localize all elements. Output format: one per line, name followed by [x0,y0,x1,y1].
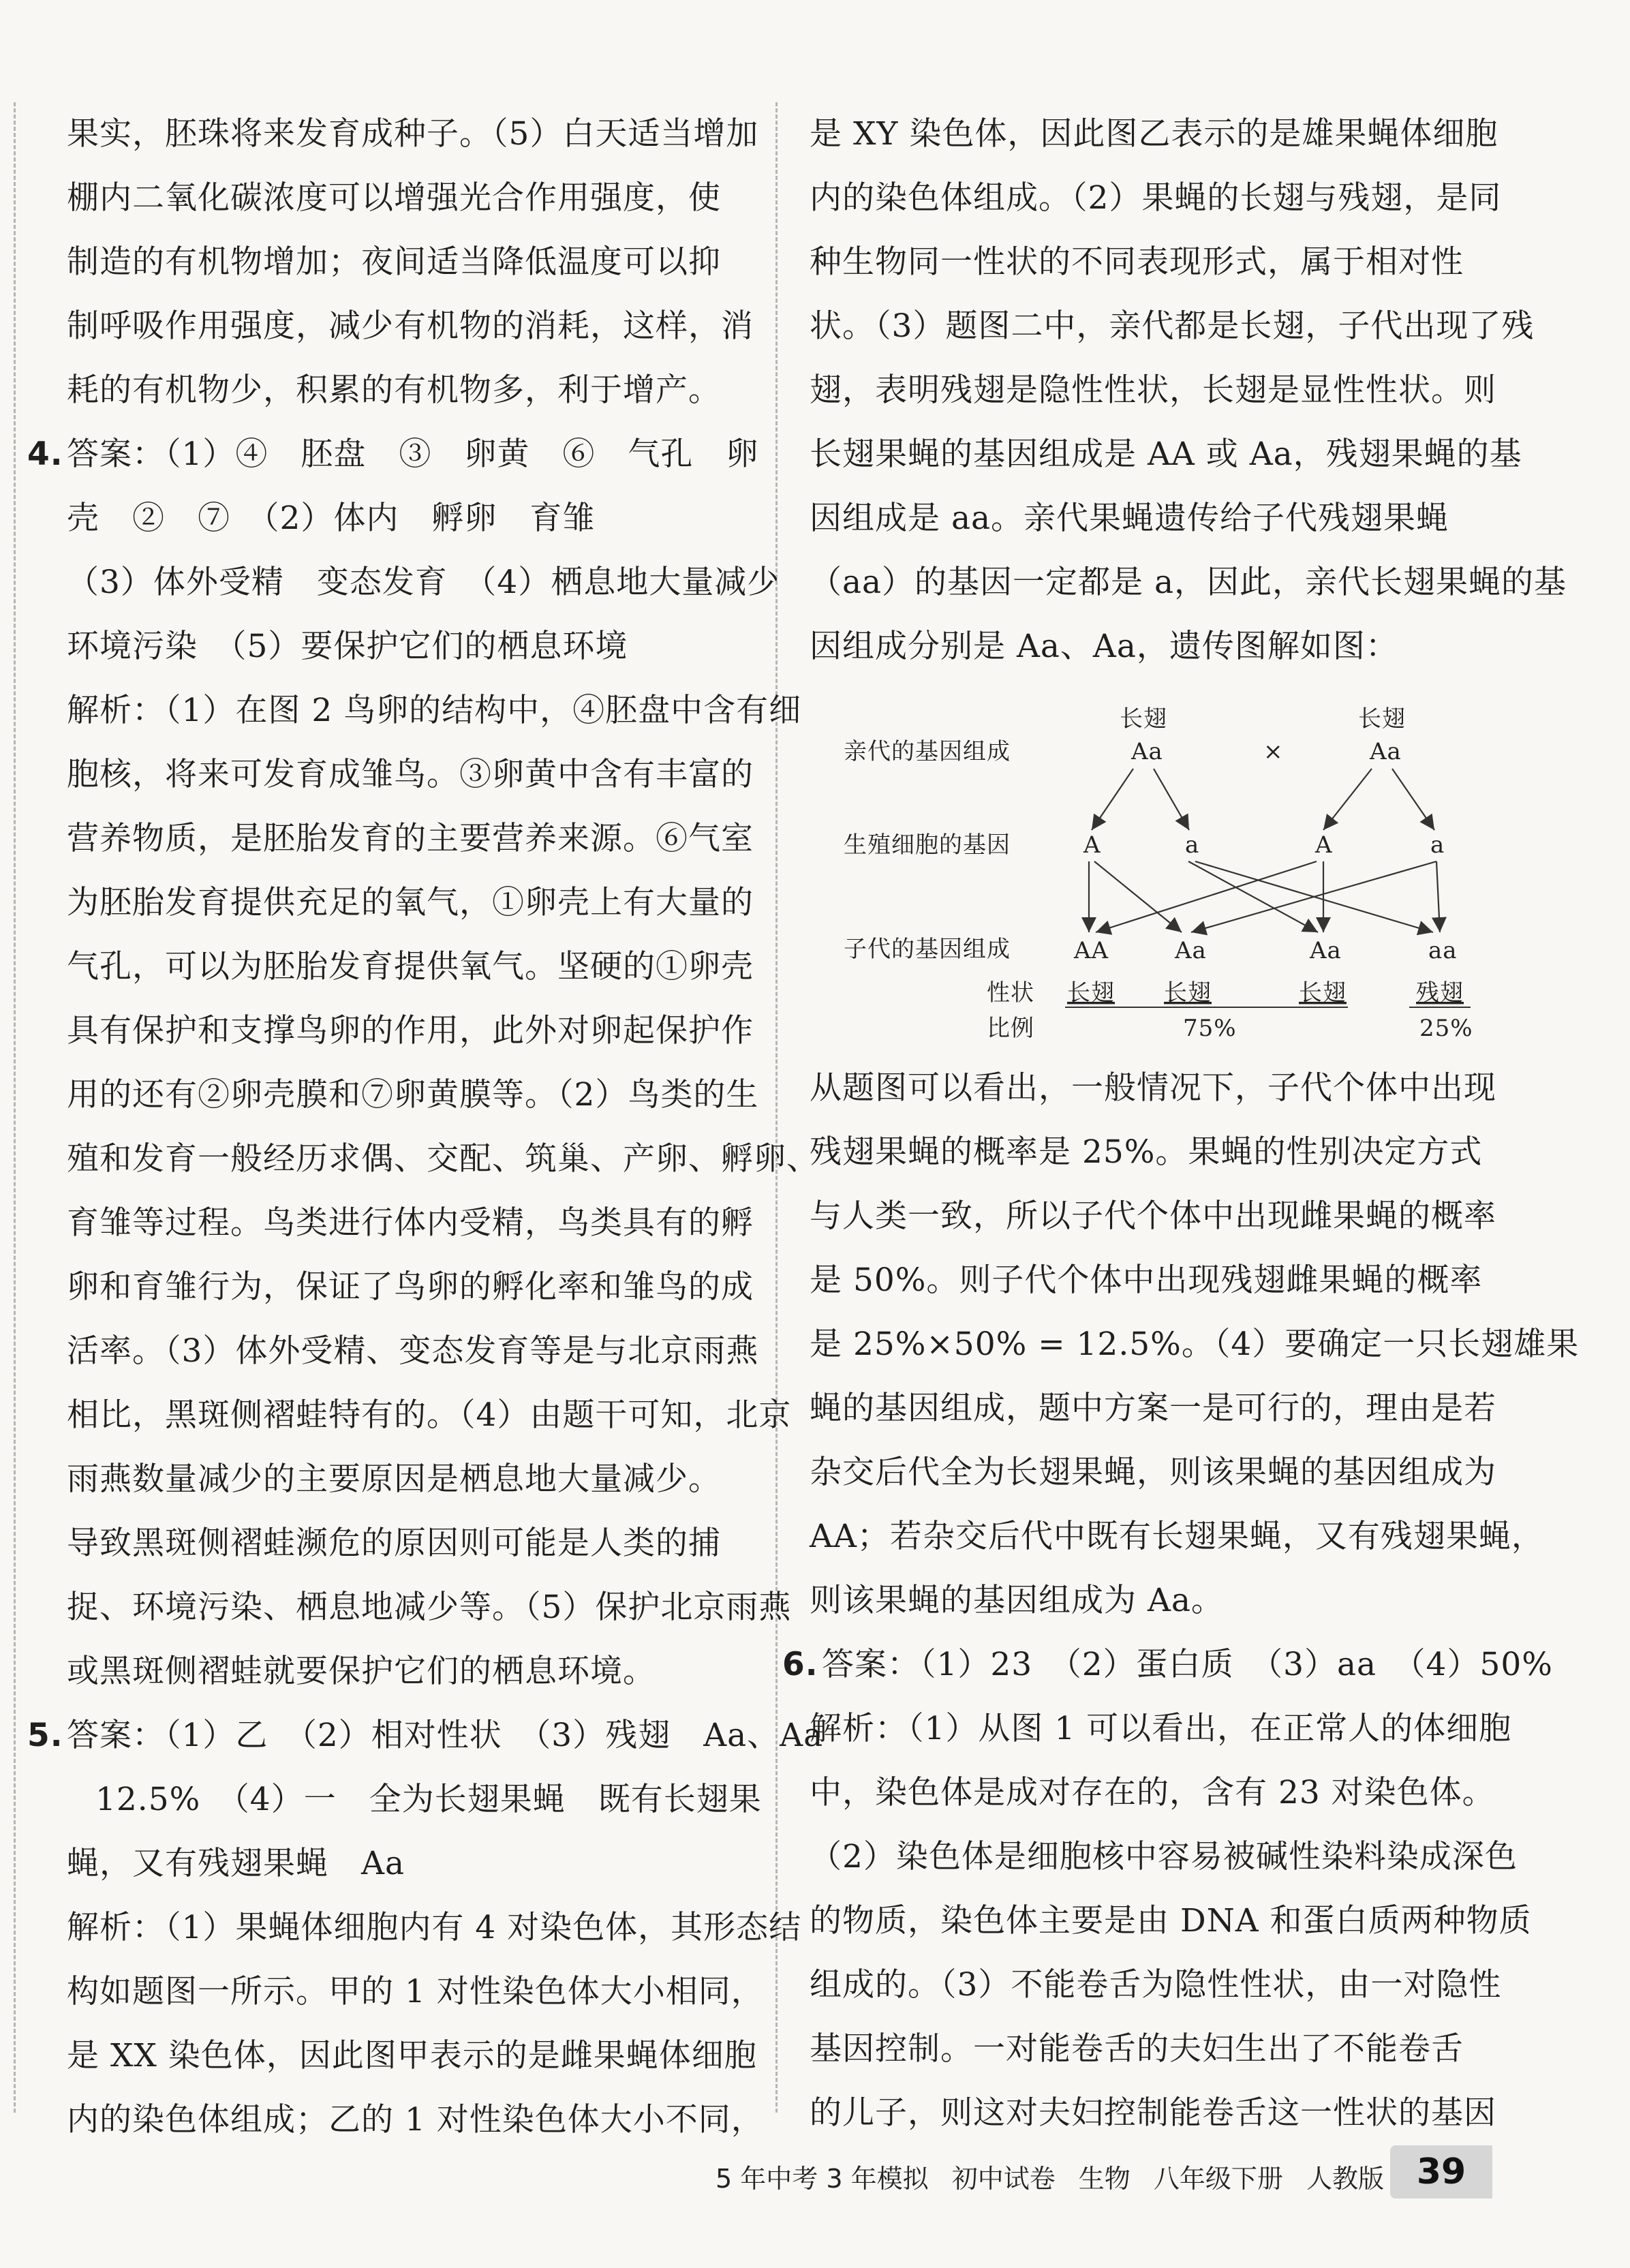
label-offspring-genes: 子代的基因组成 [844,936,1011,963]
text-line: 从题图可以看出，一般情况下，子代个体中出现 [810,1069,1496,1107]
binding-fold-line [14,102,16,2113]
q5-answer-line: 蝇，又有残翅果蝇 Aa [67,1845,405,1882]
gamete-gene: a [1185,831,1200,859]
q4-analysis-line: 相比，黑斑侧褶蛙特有的。（4）由题干可知，北京 [67,1396,792,1434]
text-line: 蝇的基因组成，题中方案一是可行的，理由是若 [810,1390,1496,1427]
text-line: 与人类一致，所以子代个体中出现雌果蝇的概率 [810,1197,1496,1235]
text-line: （aa）的基因一定都是 a，因此，亲代长翅果蝇的基 [810,564,1567,601]
ratio-dominant: 75% [1183,1015,1237,1042]
q4-analysis-line: 活率。（3）体外受精、变态发育等是与北京雨燕 [67,1332,759,1370]
q6-analysis-line: 解析：（1）从图 1 可以看出，在正常人的体细胞 [810,1710,1512,1747]
parent-gamete-arrows [1092,769,1434,830]
q4-analysis-line: 雨燕数量减少的主要原因是栖息地大量减少。 [67,1460,721,1498]
offspring-genotype: AA [1074,937,1109,964]
text-line: 制造的有机物增加；夜间适当降低温度可以抑 [67,243,721,281]
cross-symbol: × [1263,738,1284,765]
q4-analysis-line: 殖和发育一般经历求偶、交配、筑巢、产卵、孵卵、 [67,1140,819,1178]
q6-analysis-line: 的儿子，则这对夫妇控制能卷舌这一性状的基因 [810,2094,1496,2132]
text-line: 种生物同一性状的不同表现形式，属于相对性 [810,243,1464,281]
question-number: 5. [27,1717,63,1754]
text-line: 残翅果蝇的概率是 25%。果蝇的性别决定方式 [810,1133,1483,1171]
q6-answer-line: 6. 答案：（1）23 （2）蛋白质 （3）aa （4）50% [782,1633,1505,1697]
q5-answer-line: 12.5% （4）一 全为长翅果蝇 既有长翅果 [95,1781,762,1818]
q4-analysis-line: 营养物质，是胚胎发育的主要营养来源。⑥气室 [67,820,754,857]
footer-series: 5 年中考 3 年模拟 [716,2164,929,2194]
text-line: 是 25%×50% = 12.5%。（4）要确定一只长翅雄果 [810,1325,1580,1363]
label-parent-genes: 亲代的基因组成 [844,738,1011,765]
q4-answer-line: （3）体外受精 变态发育 （4）栖息地大量减少 [67,564,780,601]
q6-analysis-line: 中，染色体是成对存在的，含有 23 对染色体。 [810,1774,1495,1811]
parent-genotype: Aa [1131,738,1163,765]
offspring-genotype: Aa [1175,937,1207,964]
genetic-cross-diagram [810,686,1505,1047]
question-number: 6. [782,1646,818,1683]
right-column [782,102,1580,2145]
offspring-trait: 残翅 [1416,979,1464,1007]
footer-type: 初中试卷 [951,2164,1056,2194]
q6-analysis-line: （2）染色体是细胞核中容易被碱性染料染成深色 [810,1838,1518,1875]
q4-answer-line: 4. 答案：（1）④ 胚盘 ③ 卵黄 ⑥ 气孔 卵 [27,423,750,487]
q6-analysis-line: 组成的。（3）不能卷舌为隐性性状，由一对隐性 [810,1966,1502,2004]
q4-analysis-line: 解析：（1）在图 2 鸟卵的结构中，④胚盘中含有细 [67,692,802,729]
parent-trait: 长翅 [1120,705,1167,733]
question-number: 4. [27,435,63,473]
text-line: 棚内二氧化碳浓度可以增强光合作用强度，使 [67,179,721,217]
q4-analysis-line: 卵和育雏行为，保证了鸟卵的孵化率和雏鸟的成 [67,1268,754,1306]
gamete-gene: A [1083,831,1101,859]
label-ratio: 比例 [987,1015,1034,1042]
text-line: 果实，胚珠将来发育成种子。（5）白天适当增加 [67,115,759,153]
q4-analysis-line: 具有保护和支撑鸟卵的作用，此外对卵起保护作 [67,1012,754,1049]
parent-trait: 长翅 [1358,705,1406,733]
q4-answer-line: 环境污染 （5）要保护它们的栖息环境 [67,628,628,665]
ratio-recessive: 25% [1419,1015,1473,1042]
offspring-genotype: aa [1428,937,1458,964]
text-line: 因组成分别是 Aa、Aa，遗传图解如图： [810,628,1398,665]
column-divider [775,102,778,2113]
text-line: 状。（3）题图二中，亲代都是长翅，子代出现了残 [810,307,1535,345]
left-column [27,102,824,2152]
page-footer [716,2158,1399,2195]
q4-analysis-line: 气孔，可以为胚胎发育提供氧气。坚硬的①卵壳 [67,948,754,985]
text-line: 长翅果蝇的基因组成是 AA 或 Aa，残翅果蝇的基 [810,435,1522,473]
offspring-genotype: Aa [1310,937,1342,964]
offspring-trait: 长翅 [1067,979,1115,1007]
q4-analysis-line: 用的还有②卵壳膜和⑦卵黄膜等。（2）鸟类的生 [67,1076,759,1114]
gamete-offspring-arrows [1089,861,1440,932]
text-line: 杂交后代全为长翅果蝇，则该果蝇的基因组成为 [810,1454,1496,1491]
text-line: 因组成是 aa。亲代果蝇遗传给子代残翅果蝇 [810,500,1449,537]
text-line: 是 XY 染色体，因此图乙表示的是雄果蝇体细胞 [810,115,1498,153]
text-line: 耗的有机物少，积累的有机物多，利于增产。 [67,371,721,409]
q4-analysis-line: 或黑斑侧褶蛙就要保护它们的栖息环境。 [67,1653,656,1690]
text-line: 翅，表明残翅是隐性性状，长翅是显性性状。则 [810,371,1496,409]
q4-answer-line: 壳 ② ⑦ （2）体内 孵卵 育雏 [67,500,596,537]
text-line: 制呼吸作用强度，减少有机物的消耗，这样，消 [67,307,754,345]
footer-grade: 八年级下册 [1153,2164,1283,2194]
q5-analysis-line: 解析：（1）果蝇体细胞内有 4 对染色体，其形态结 [67,1909,802,1946]
parent-genotype: Aa [1370,738,1402,765]
gamete-gene: a [1430,831,1445,859]
offspring-trait: 长翅 [1164,979,1212,1007]
label-gamete-genes: 生殖细胞的基因 [844,831,1011,859]
text-line: 是 50%。则子代个体中出现残翅雌果蝇的概率 [810,1261,1483,1299]
q5-answer-line: 5. 答案：（1）乙 （2）相对性状 （3）残翅 Aa、Aa [27,1704,750,1768]
gamete-gene: A [1315,831,1333,859]
q4-analysis-line: 胞核，将来可发育成雏鸟。③卵黄中含有丰富的 [67,756,754,793]
page-number: 39 [1390,2145,1492,2198]
footer-edition: 人教版 [1306,2164,1385,2194]
q4-analysis-line: 导致黑斑侧褶蛙濒危的原因则可能是人类的捕 [67,1524,721,1562]
offspring-trait: 长翅 [1299,979,1347,1007]
footer-subject: 生物 [1078,2164,1131,2194]
q5-analysis-line: 内的染色体组成；乙的 1 对性染色体大小不同， [67,2101,764,2139]
text-line: AA；若杂交后代中既有长翅果蝇，又有残翅果蝇， [810,1518,1544,1555]
q6-analysis-line: 的物质，染色体主要是由 DNA 和蛋白质两种物质 [810,1902,1532,1940]
q6-analysis-line: 基因控制。一对能卷舌的夫妇生出了不能卷舌 [810,2030,1464,2068]
q5-analysis-line: 是 XX 染色体，因此图甲表示的是雌果蝇体细胞 [67,2037,757,2074]
cross-diagram-svg [810,686,1505,1047]
q4-analysis-line: 为胚胎发育提供充足的氧气，①卵壳上有大量的 [67,884,754,921]
text-line: 则该果蝇的基因组成为 Aa。 [810,1582,1224,1619]
q4-analysis-line: 育雏等过程。鸟类进行体内受精，鸟类具有的孵 [67,1204,754,1242]
q5-analysis-line: 构如题图一所示。甲的 1 对性染色体大小相同， [67,1973,764,2010]
label-trait: 性状 [987,979,1034,1007]
q4-analysis-line: 捉、环境污染、栖息地减少等。（5）保护北京雨燕 [67,1589,792,1626]
text-line: 内的染色体组成。（2）果蝇的长翅与残翅，是同 [810,179,1502,217]
